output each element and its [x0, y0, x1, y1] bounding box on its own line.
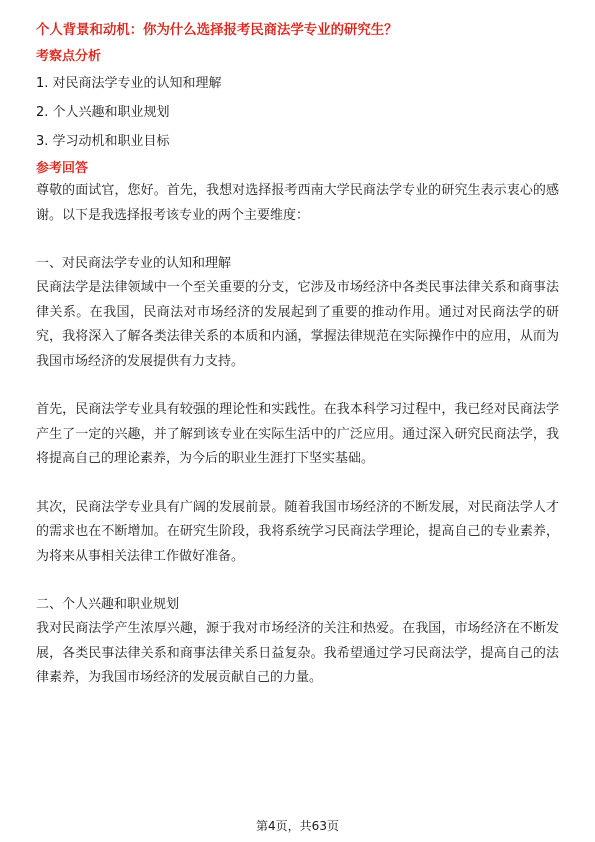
- analysis-item: 2. 个人兴趣和职业规划: [36, 105, 170, 120]
- spacer: [36, 228, 559, 252]
- answer-intro: 尊敬的面试官，您好。首先，我想对选择报考西南大学民商法学专业的研究生表示衷心的感谢。以下是我选择报考该专业的两个主要维度：: [36, 183, 559, 223]
- page-number: 第4页，共63页: [256, 819, 339, 833]
- analysis-label: 考察点分析: [36, 49, 102, 64]
- answer-paragraph: 其次，民商法学专业具有广阔的发展前景。随着我国市场经济的不断发展，对民商法学人才的需求也在不断增加。在研究生阶段，我将系统学习民商法学理论，提高自己的专业素养，为将来从事相关法律工作做好准备。: [36, 499, 559, 564]
- answer-label: 参考回答: [36, 161, 89, 176]
- answer-paragraph: 民商法学是法律领域中一个至关重要的分支，它涉及市场经济中各类民事法律关系和商事法律关系。在我国，民商法对市场经济的发展起到了重要的推动作用。通过对民商法学的研究，我将深入了解各类法律关系的本质和内涵，掌握法律规范在实际操作中的应用，从而为我国市场经济的发展提供有力支持。: [36, 280, 559, 369]
- page-content: [36, 22, 559, 691]
- spacer: [36, 374, 559, 398]
- answer-paragraph: 我对民商法学产生浓厚兴趣，源于我对市场经济的关注和热爱。在我国，市场经济在不断发展，各类民事法律关系和商事法律关系日益复杂。我希望通过学习民商法学，提高自己的法律素养，为我国市场经济的发展贡献自己的力量。: [36, 621, 559, 685]
- section-heading: 二、个人兴趣和职业规划: [36, 597, 180, 612]
- spacer: [36, 569, 559, 593]
- analysis-item: 1. 对民商法学专业的认知和理解: [36, 76, 222, 91]
- analysis-item: 3. 学习动机和职业目标: [36, 134, 170, 149]
- spacer: [36, 472, 559, 496]
- question-title: 个人背景和动机：你为什么选择报考民商法学专业的研究生？: [36, 23, 398, 38]
- answer-paragraph: 首先，民商法学专业具有较强的理论性和实践性。在我本科学习过程中，我已经对民商法学产生了一定的兴趣，并了解到该专业在实际生活中的广泛应用。通过深入研究民商法学，我将提高自己的理论素养，为今后的职业生涯打下坚实基础。: [36, 402, 559, 466]
- section-heading: 一、对民商法学专业的认知和理解: [36, 256, 232, 271]
